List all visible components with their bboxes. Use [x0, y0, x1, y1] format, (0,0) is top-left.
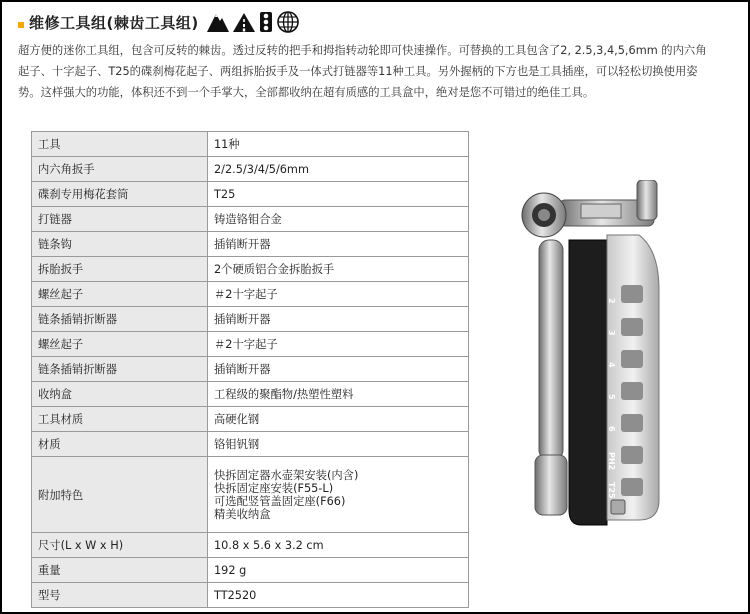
spec-label: 螺丝起子 [32, 282, 208, 307]
spec-row [32, 357, 469, 382]
spec-label: 型号 [32, 583, 208, 608]
spec-row [32, 282, 469, 307]
feature-line: 快拆固定器水壶架安装(内含) [214, 468, 359, 482]
spec-label: 链条插销折断器 [32, 357, 208, 382]
feature-line: 精美收纳盒 [214, 507, 271, 521]
spec-value: ＃2十字起子 [208, 332, 469, 357]
spec-value: 11种 [208, 132, 469, 157]
spec-row [32, 307, 469, 332]
bit-label: 5 [607, 394, 616, 400]
spec-value: 插销断开器 [208, 232, 469, 257]
spec-label: 链条插销折断器 [32, 307, 208, 332]
product-description: 超方便的迷你工具组，包含可反转的棘齿。透过反转的把手和拇指转动轮即可快速操作。可替换的工具包含了2, 2.5,3,4,5,6mm 的内六角起子、十字起子、T25的碟刹梅花起子、两组拆胎扳手及一体式打链器等11种工具。另外握柄的下方也是工具插座，可以轻松切换使用姿势。这样强大的功能，体积还不到一个手掌大，全部都收纳在超有质感的工具盒中，绝对是您不可错过的绝佳工具。 [18, 44, 707, 99]
spec-label: 附加特色 [32, 457, 208, 533]
spec-value: 2个硬质铝合金拆胎扳手 [208, 257, 469, 282]
spec-value: 铬钼钒钢 [208, 432, 469, 457]
spec-value: ＃2十字起子 [208, 282, 469, 307]
spec-label: 工具材质 [32, 407, 208, 432]
spec-value: 10.8 x 5.6 x 3.2 cm [208, 533, 469, 558]
title-row [18, 10, 299, 34]
spec-value: T25 [208, 182, 469, 207]
feature-line: 快拆固定座安装(F55-L) [214, 481, 334, 495]
globe-icon [277, 11, 299, 33]
category-icons [207, 11, 299, 33]
spec-label: 螺丝起子 [32, 332, 208, 357]
spec-label: 尺寸(L x W x H) [32, 533, 208, 558]
spec-label: 重量 [32, 558, 208, 583]
spec-row [32, 332, 469, 357]
spec-label: 打链器 [32, 207, 208, 232]
bit-label: 4 [607, 362, 616, 368]
bit-label: 2 [607, 298, 616, 304]
spec-row [32, 207, 469, 232]
spec-value: 工程级的聚酯物/热塑性塑料 [208, 382, 469, 407]
bit-label: 3 [607, 330, 616, 336]
spec-label: 链条钩 [32, 232, 208, 257]
spec-row [32, 157, 469, 182]
spec-value: 高硬化钢 [208, 407, 469, 432]
page-title: 维修工具组(棘齿工具组) [29, 13, 199, 32]
spec-label: 工具 [32, 132, 208, 157]
spec-row [32, 432, 469, 457]
spec-table [31, 131, 469, 608]
spec-row [32, 533, 469, 558]
spec-row [32, 382, 469, 407]
spec-row [32, 558, 469, 583]
spec-row-extra-features [32, 457, 469, 533]
spec-value: 2/2.5/3/4/5/6mm [208, 157, 469, 182]
spec-value: 铸造铬钼合金 [208, 207, 469, 232]
spec-table-body [32, 132, 469, 608]
spec-row [32, 257, 469, 282]
title-bullet [18, 22, 24, 28]
bit-label: PH2 [607, 452, 616, 471]
spec-value: 插销断开器 [208, 307, 469, 332]
spec-row [32, 583, 469, 608]
mountain-icon [207, 12, 229, 32]
spec-value: 插销断开器 [208, 357, 469, 382]
multi-tool-image [509, 180, 669, 530]
feature-line: 可选配竖管盖固定座(F66) [214, 494, 346, 508]
spec-label: 内六角扳手 [32, 157, 208, 182]
spec-label: 收纳盒 [32, 382, 208, 407]
spec-label: 材质 [32, 432, 208, 457]
spec-label: 拆胎扳手 [32, 257, 208, 282]
spec-row [32, 232, 469, 257]
spec-label: 碟刹专用梅花套筒 [32, 182, 208, 207]
road-icon [233, 12, 255, 32]
spec-value [208, 457, 469, 533]
bit-label: 6 [607, 426, 616, 432]
traffic-light-icon [259, 12, 273, 32]
spec-row [32, 407, 469, 432]
spec-value: TT2520 [208, 583, 469, 608]
spec-row [32, 132, 469, 157]
spec-value: 192 g [208, 558, 469, 583]
spec-row [32, 182, 469, 207]
bit-label: T25 [607, 482, 616, 499]
